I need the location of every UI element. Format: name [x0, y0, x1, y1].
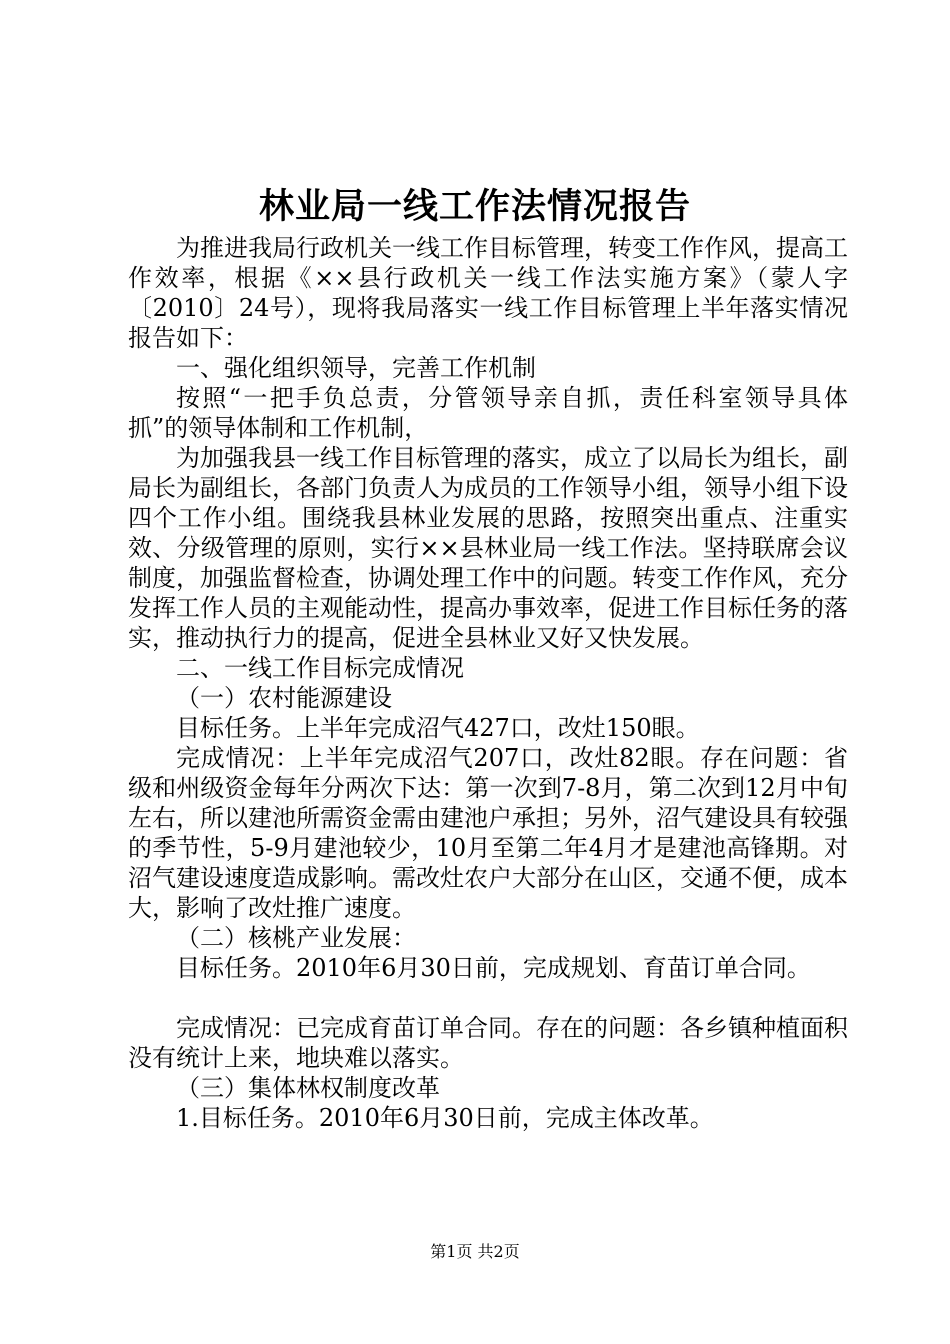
paragraph: 完成情况：上半年完成沼气207口，改灶82眼。存在问题：省级和州级资金每年分两次下达：第一次到7-8月，第二次到12月中旬左右，所以建池所需资金需由建池户承担；另外，沼气建设具有较强的季节性，5-9月建池较少，10月至第二年4月才是建池高锋期。对沼气建设速度造成影响。需改灶农户大部分在山区，交通不便，成本大，影响了改灶推广速度。	[128, 744, 848, 922]
paragraph: 按照“一把手负总责，分管领导亲自抓，责任科室领导具体抓”的领导体制和工作机制，	[128, 384, 848, 442]
document-body	[128, 233, 848, 1133]
subsection-heading-1: （一）农村能源建设	[176, 684, 392, 712]
paragraph: 目标任务。上半年完成沼气427口，改灶150眼。	[176, 714, 700, 742]
subsection-heading-3: （三）集体林权制度改革	[176, 1074, 440, 1102]
paragraph: 目标任务。2010年6月30日前，完成规划、育苗订单合同。	[176, 954, 811, 982]
intro-paragraph: 为推进我局行政机关一线工作目标管理，转变工作作风，提高工作效率，根据《××县行政机关一线工作法实施方案》（蒙人字〔2010〕24号），现将我局落实一线工作目标管理上半年落实情况报告如下：	[128, 234, 848, 352]
section-heading-1: 一、强化组织领导，完善工作机制	[176, 354, 536, 382]
section-heading-2: 二、一线工作目标完成情况	[176, 654, 464, 682]
paragraph: 完成情况：已完成育苗订单合同。存在的问题：各乡镇种植面积没有统计上来，地块难以落实。	[128, 1014, 848, 1072]
page-footer: 第1页 共2页	[430, 1242, 520, 1261]
paragraph: 为加强我县一线工作目标管理的落实，成立了以局长为组长，副局长为副组长，各部门负责人为成员的工作领导小组，领导小组下设四个工作小组。围绕我县林业发展的思路，按照突出重点、注重实效、分级管理的原则，实行××县林业局一线工作法。坚持联席会议制度，加强监督检查，协调处理工作中的问题。转变工作作风，充分发挥工作人员的主观能动性，提高办事效率，促进工作目标任务的落实，推动执行力的提高，促进全县林业又好又快发展。	[128, 444, 848, 652]
paragraph: 1.目标任务。2010年6月30日前，完成主体改革。	[176, 1104, 714, 1132]
document-title: 林业局一线工作法情况报告	[258, 186, 691, 227]
subsection-heading-2: （二）核桃产业发展：	[176, 924, 416, 952]
blank-line	[128, 983, 848, 1013]
